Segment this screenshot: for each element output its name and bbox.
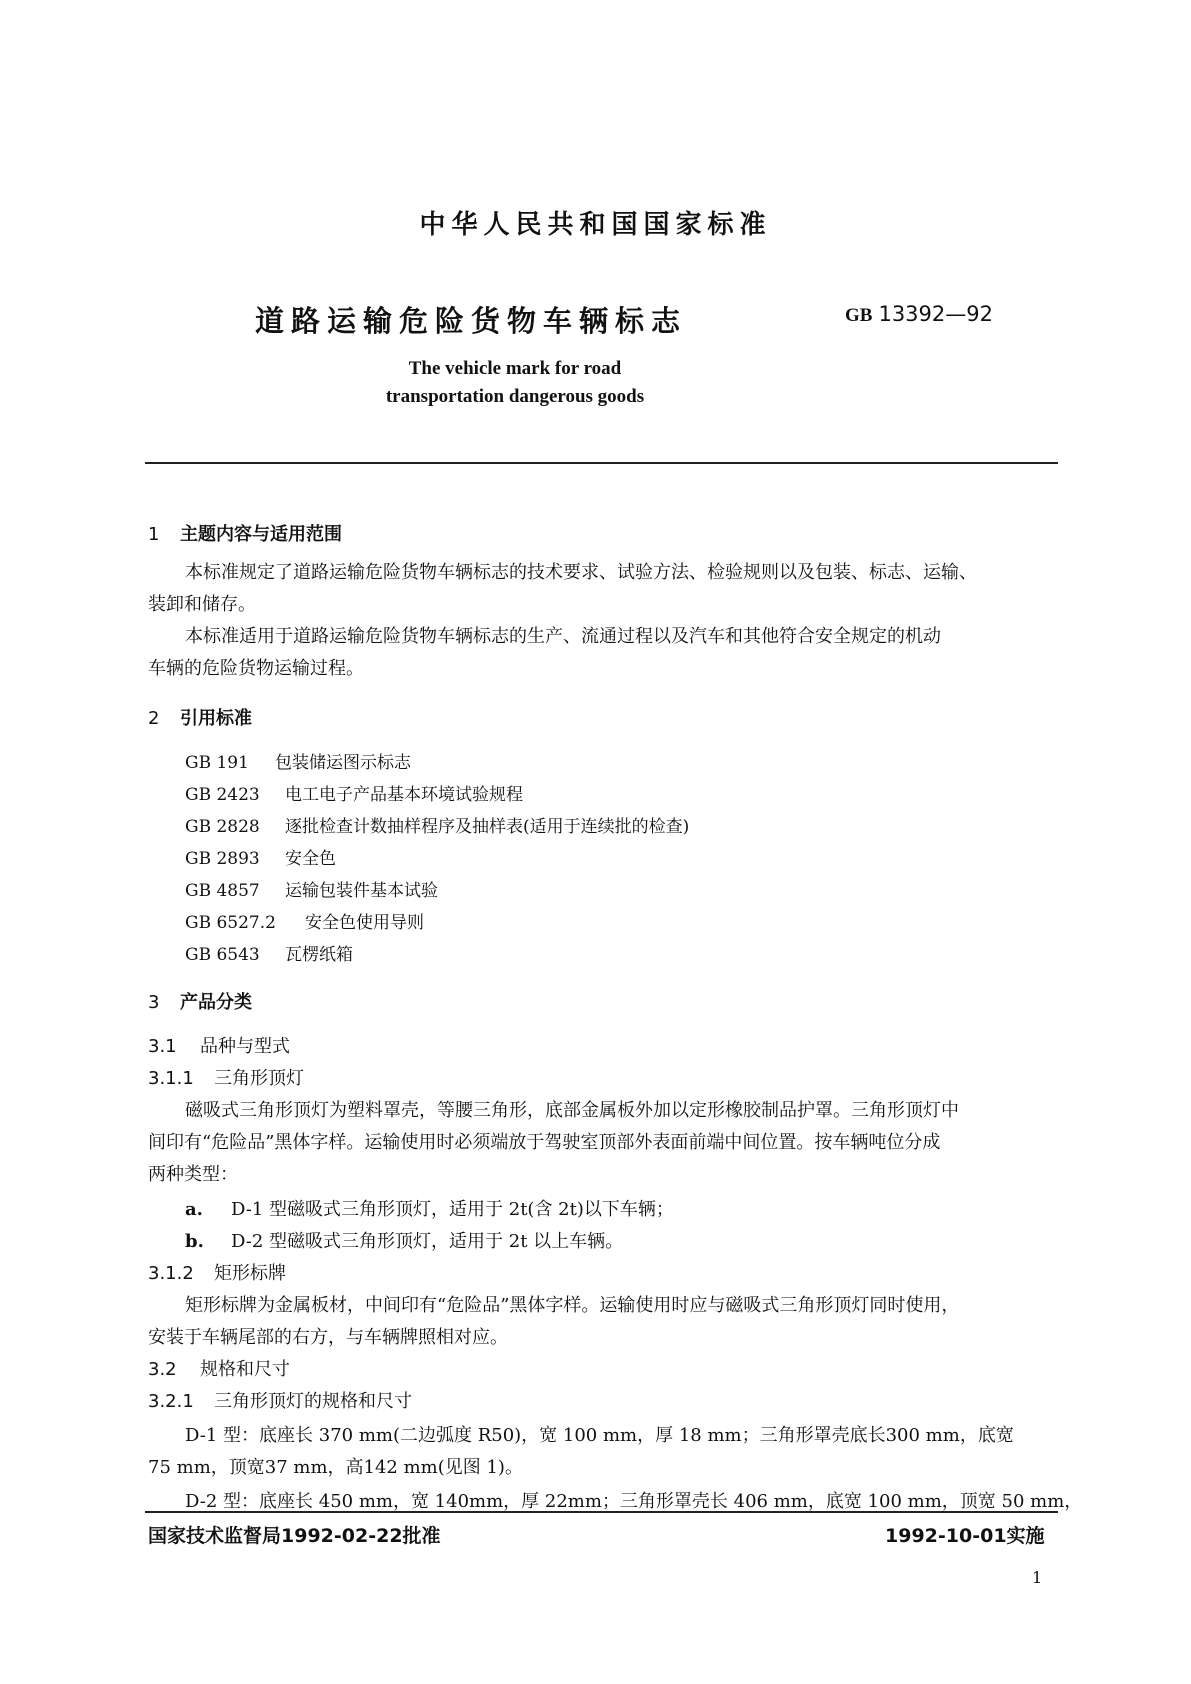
section-3-heading	[148, 988, 252, 1014]
subsection-3-1-2-line-2: 安装于车辆尾部的右方，与车辆牌照相对应。	[148, 1327, 508, 1348]
reference-code: GB 2828	[185, 817, 260, 837]
footer-divider	[145, 1511, 1058, 1513]
implementation-date: 1992-10-01实施	[885, 1525, 1045, 1547]
reference-title: 瓦楞纸箱	[285, 945, 353, 965]
d1-spec-line-1: D-1 型：底座长 370 mm(二边弧度 R50)，宽 100 mm，厚 18 mm；三角形罩壳底长300 mm，底宽	[185, 1425, 1014, 1446]
subsection-3-1-1-line-3: 两种类型：	[148, 1164, 238, 1185]
section-2-heading	[148, 704, 252, 730]
subsection-3-1-2-line-1: 矩形标牌为金属板材，中间印有“危险品”黑体字样。运输使用时应与磁吸式三角形顶灯同时使用，	[185, 1295, 960, 1316]
section-1-number: 1	[148, 524, 160, 545]
reference-item	[185, 876, 438, 901]
section-3-title: 产品分类	[180, 992, 252, 1013]
subsection-3-2-1-number: 3.2.1	[148, 1391, 194, 1412]
reference-code: GB 6543	[185, 945, 260, 965]
subsection-3-1-heading	[148, 1032, 290, 1058]
subsection-3-2-1-heading	[148, 1387, 412, 1413]
approval-date: 国家技术监督局1992-02-22批准	[148, 1525, 441, 1547]
section-1-para-2-line-2: 车辆的危险货物运输过程。	[148, 658, 364, 679]
section-3-number: 3	[148, 992, 160, 1013]
document-title: 道路运输危险货物车辆标志	[255, 304, 688, 338]
reference-code: GB 191	[185, 753, 249, 773]
subsection-3-2-heading	[148, 1355, 290, 1381]
section-1-heading	[148, 520, 342, 546]
section-2-title: 引用标准	[180, 708, 252, 729]
subsection-3-1-2-title: 矩形标牌	[214, 1263, 286, 1284]
national-standard-title: 中华人民共和国国家标准	[419, 210, 772, 240]
list-item-a	[185, 1195, 674, 1221]
standard-code: 13392—92	[878, 302, 993, 326]
reference-item	[185, 780, 523, 805]
list-item-b-label: b.	[185, 1231, 204, 1252]
reference-item	[185, 812, 689, 837]
section-1-para-2-line-1: 本标准适用于道路运输危险货物车辆标志的生产、流通过程以及汽车和其他符合安全规定的机动	[185, 626, 941, 647]
list-item-a-label: a.	[185, 1199, 203, 1220]
reference-title: 安全色使用导则	[305, 913, 424, 933]
subsection-3-1-1-title: 三角形顶灯	[214, 1068, 304, 1089]
reference-item	[185, 908, 424, 933]
standard-prefix: GB	[845, 305, 873, 326]
reference-code: GB 2423	[185, 785, 260, 805]
reference-title: 逐批检查计数抽样程序及抽样表(适用于连续批的检查)	[285, 817, 690, 837]
subsection-3-1-1-line-1: 磁吸式三角形顶灯为塑料罩壳，等腰三角形，底部金属板外加以定形橡胶制品护罩。三角形顶灯中	[185, 1100, 959, 1121]
subsection-3-2-title: 规格和尺寸	[200, 1359, 290, 1380]
reference-title: 安全色	[285, 849, 336, 869]
reference-item	[185, 844, 336, 869]
page-number: 1	[1032, 1568, 1043, 1587]
subsection-3-1-2-heading	[148, 1259, 286, 1285]
reference-title: 运输包装件基本试验	[285, 881, 438, 901]
subsection-3-1-2-number: 3.1.2	[148, 1263, 194, 1284]
list-item-b	[185, 1227, 623, 1253]
subsection-3-1-1-line-2: 间印有“危险品”黑体字样。运输使用时必须端放于驾驶室顶部外表面前端中间位置。按车辆吨位分成	[148, 1132, 941, 1153]
list-item-b-text: D-2 型磁吸式三角形顶灯，适用于 2t 以上车辆。	[231, 1231, 624, 1252]
d2-spec-line-1: D-2 型：底座长 450 mm，宽 140mm，厚 22mm；三角形罩壳长 406 mm，底宽 100 mm，顶宽 50 mm，	[185, 1491, 1083, 1512]
reference-title: 包装储运图示标志	[275, 753, 411, 773]
english-title-line-2: transportation dangerous goods	[385, 386, 645, 407]
d1-spec-line-2: 75 mm，顶宽37 mm，高142 mm(见图 1)。	[148, 1457, 523, 1478]
subsection-3-2-1-title: 三角形顶灯的规格和尺寸	[214, 1391, 412, 1412]
reference-code: GB 2893	[185, 849, 260, 869]
standard-number	[845, 302, 993, 327]
subsection-3-1-number: 3.1	[148, 1036, 177, 1057]
reference-code: GB 4857	[185, 881, 260, 901]
reference-title: 电工电子产品基本环境试验规程	[285, 785, 523, 805]
list-item-a-text: D-1 型磁吸式三角形顶灯，适用于 2t(含 2t)以下车辆；	[231, 1199, 674, 1220]
subsection-3-1-1-number: 3.1.1	[148, 1068, 194, 1089]
reference-code: GB 6527.2	[185, 913, 276, 933]
subsection-3-2-number: 3.2	[148, 1359, 177, 1380]
subsection-3-1-1-heading	[148, 1064, 304, 1090]
section-1-para-1-line-2: 装卸和储存。	[148, 594, 256, 615]
section-1-para-1-line-1: 本标准规定了道路运输危险货物车辆标志的技术要求、试验方法、检验规则以及包装、标志、运输、	[185, 562, 977, 583]
header-divider	[145, 462, 1058, 464]
reference-item	[185, 940, 353, 965]
subsection-3-1-title: 品种与型式	[200, 1036, 290, 1057]
section-1-title: 主题内容与适用范围	[180, 524, 342, 545]
english-title-line-1: The vehicle mark for road	[408, 358, 622, 379]
reference-item	[185, 748, 411, 773]
section-2-number: 2	[148, 708, 160, 729]
